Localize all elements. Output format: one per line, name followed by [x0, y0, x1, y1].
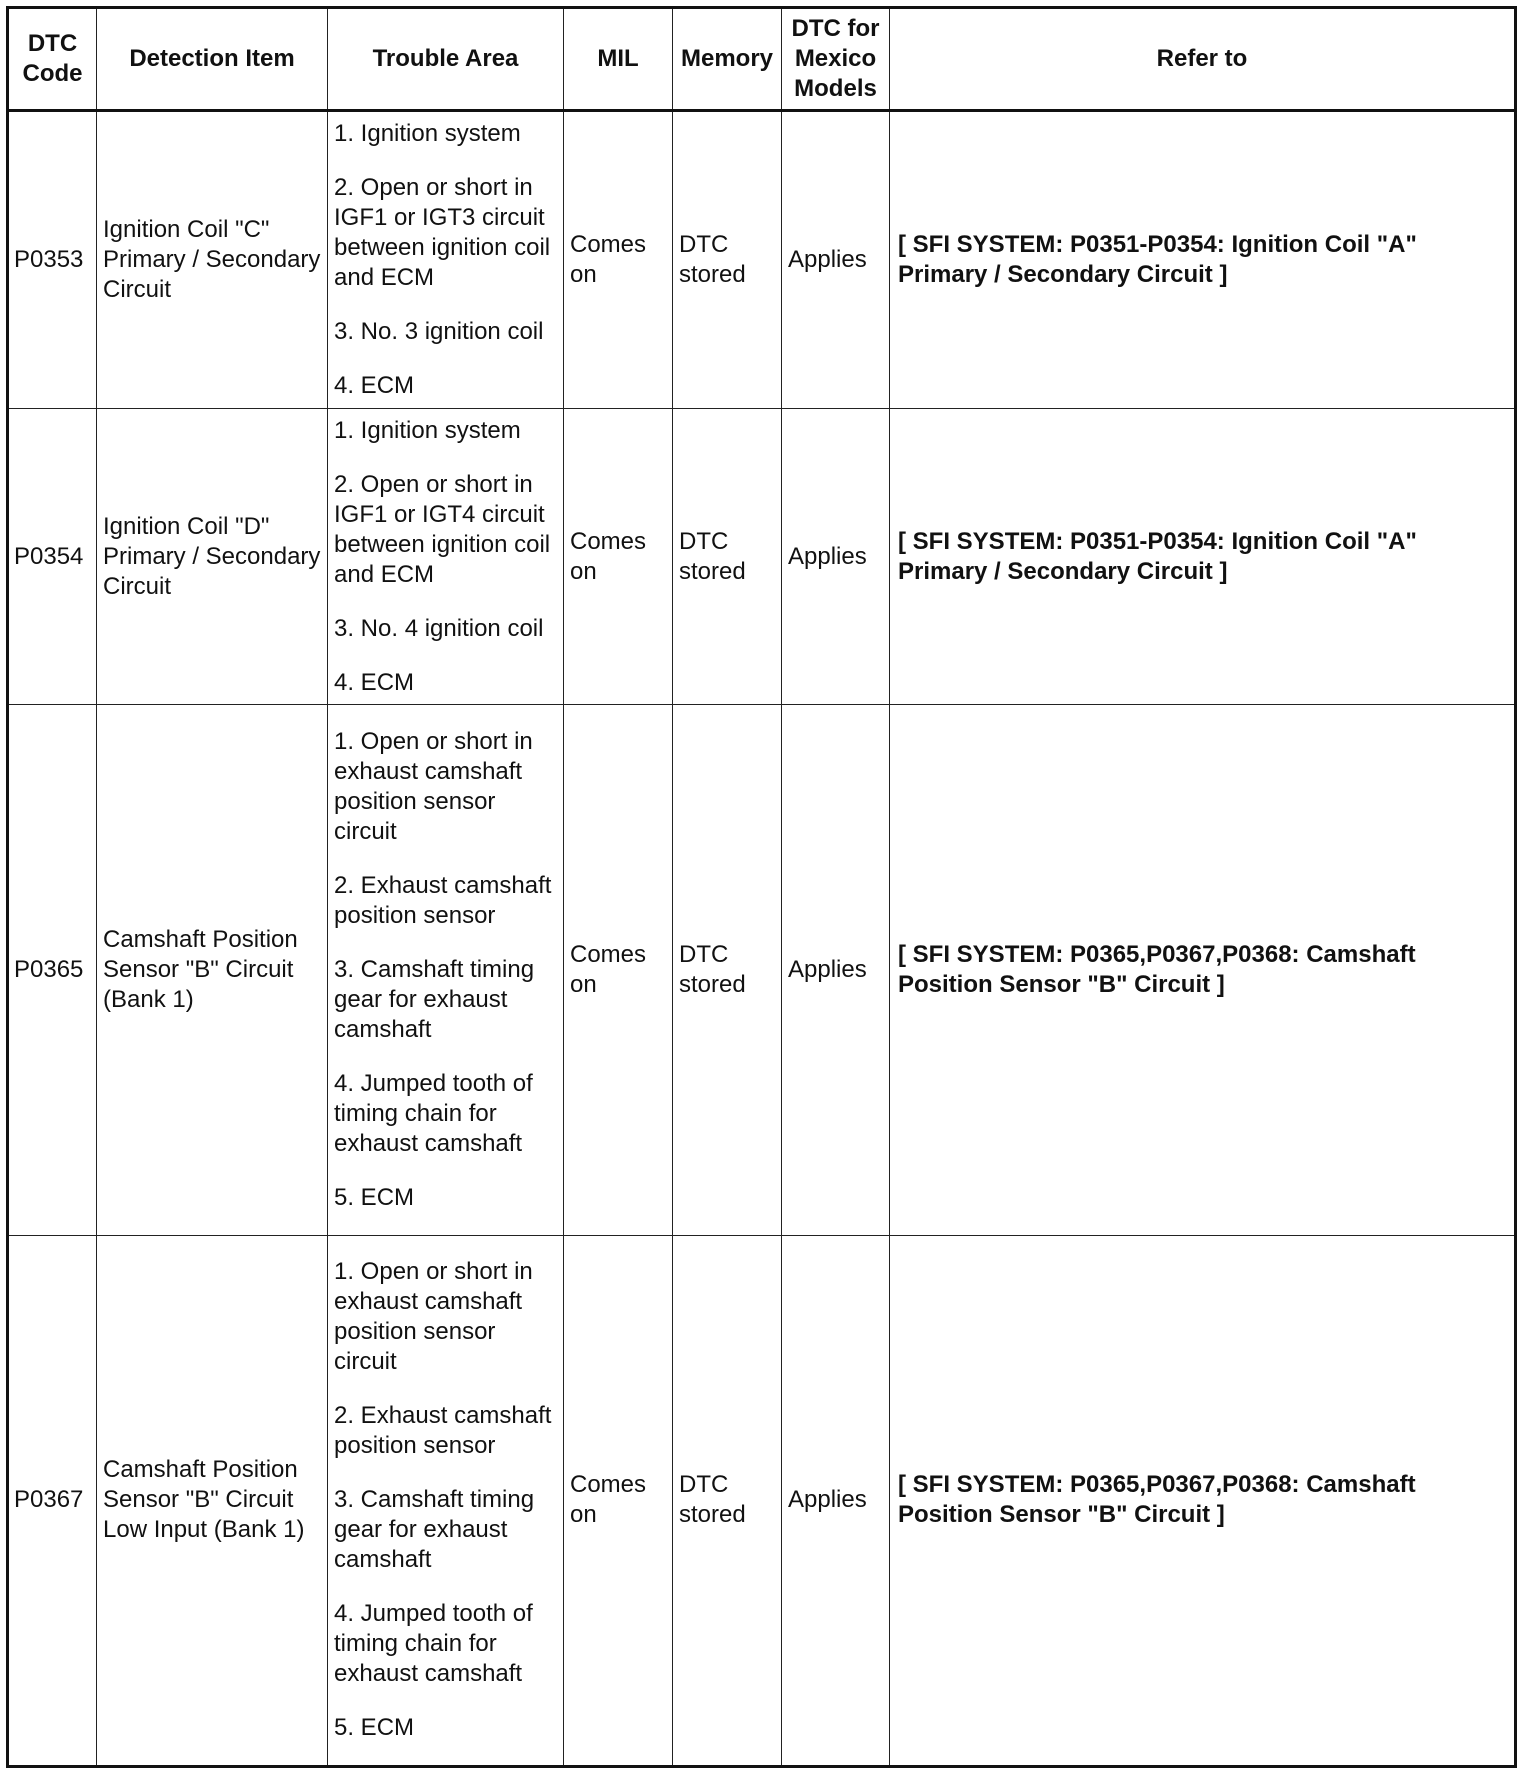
refer-to-link[interactable]: [ SFI SYSTEM: P0365,P0367,P0368: Camshaft Position Sensor "B" Circuit ] [890, 1235, 1516, 1766]
table-body [8, 111, 1516, 1767]
trouble-area-list [334, 119, 557, 401]
trouble-area-item: 4. Jumped tooth of timing chain for exhaust camshaft [334, 1600, 533, 1688]
header-dtc-mexico: DTC for Mexico Models [782, 8, 890, 111]
header-dtc-code: DTC Code [8, 8, 97, 111]
dtc-table [6, 6, 1517, 1768]
trouble-area-item: 3. No. 3 ignition coil [334, 317, 544, 345]
header-mil: MIL [564, 8, 673, 111]
trouble-area-cell [328, 111, 564, 409]
dtc-code-cell: P0353 [8, 111, 97, 409]
refer-to-link[interactable]: [ SFI SYSTEM: P0351-P0354: Ignition Coil "A" Primary / Secondary Circuit ] [890, 408, 1516, 705]
memory-cell: DTC stored [673, 408, 782, 705]
mil-cell: Comes on [564, 408, 673, 705]
trouble-area-item: 3. Camshaft timing gear for exhaust camshaft [334, 1486, 535, 1574]
table-row [8, 408, 1516, 705]
table-row [8, 1235, 1516, 1766]
trouble-area-list [334, 416, 557, 698]
trouble-area-list [334, 727, 557, 1213]
trouble-area-item: 1. Ignition system [334, 119, 521, 147]
detection-item-cell: Camshaft Position Sensor "B" Circuit (Bank 1) [97, 705, 328, 1235]
trouble-area-cell [328, 1235, 564, 1766]
detection-item-cell: Camshaft Position Sensor "B" Circuit Low Input (Bank 1) [97, 1235, 328, 1766]
refer-to-link[interactable]: [ SFI SYSTEM: P0365,P0367,P0368: Camshaft Position Sensor "B" Circuit ] [890, 705, 1516, 1235]
trouble-area-item: 5. ECM [334, 1714, 415, 1742]
table-row [8, 705, 1516, 1235]
trouble-area-item: 1. Open or short in exhaust camshaft position sensor circuit [334, 728, 533, 846]
memory-cell: DTC stored [673, 111, 782, 409]
detection-item-cell: Ignition Coil "C" Primary / Secondary Circuit [97, 111, 328, 409]
dtc-code-cell: P0354 [8, 408, 97, 705]
trouble-area-item: 4. ECM [334, 668, 415, 696]
mil-cell: Comes on [564, 705, 673, 1235]
trouble-area-item: 5. ECM [334, 1184, 415, 1212]
refer-to-link[interactable]: [ SFI SYSTEM: P0351-P0354: Ignition Coil "A" Primary / Secondary Circuit ] [890, 111, 1516, 409]
trouble-area-item: 1. Open or short in exhaust camshaft position sensor circuit [334, 1258, 533, 1376]
dtc-code-cell: P0365 [8, 705, 97, 1235]
header-memory: Memory [673, 8, 782, 111]
trouble-area-item: 3. Camshaft timing gear for exhaust camshaft [334, 956, 535, 1044]
trouble-area-cell [328, 705, 564, 1235]
mil-cell: Comes on [564, 111, 673, 409]
header-row [8, 8, 1516, 111]
trouble-area-item: 2. Open or short in IGF1 or IGT3 circuit between ignition coil and ECM [334, 173, 551, 291]
trouble-area-item: 4. Jumped tooth of timing chain for exhaust camshaft [334, 1070, 533, 1158]
trouble-area-item: 4. ECM [334, 371, 415, 399]
mil-cell: Comes on [564, 1235, 673, 1766]
trouble-area-item: 2. Exhaust camshaft position sensor [334, 1402, 552, 1460]
mexico-cell: Applies [782, 1235, 890, 1766]
trouble-area-item: 3. No. 4 ignition coil [334, 614, 544, 642]
header-trouble-area: Trouble Area [328, 8, 564, 111]
mexico-cell: Applies [782, 111, 890, 409]
header-refer-to: Refer to [890, 8, 1516, 111]
memory-cell: DTC stored [673, 1235, 782, 1766]
memory-cell: DTC stored [673, 705, 782, 1235]
mexico-cell: Applies [782, 705, 890, 1235]
trouble-area-list [334, 1257, 557, 1743]
trouble-area-cell [328, 408, 564, 705]
table-header [8, 8, 1516, 111]
trouble-area-item: 2. Exhaust camshaft position sensor [334, 872, 552, 930]
table-row [8, 111, 1516, 409]
trouble-area-item: 2. Open or short in IGF1 or IGT4 circuit between ignition coil and ECM [334, 470, 551, 588]
mexico-cell: Applies [782, 408, 890, 705]
detection-item-cell: Ignition Coil "D" Primary / Secondary Circuit [97, 408, 328, 705]
header-detection-item: Detection Item [97, 8, 328, 111]
dtc-code-cell: P0367 [8, 1235, 97, 1766]
trouble-area-item: 1. Ignition system [334, 416, 521, 444]
